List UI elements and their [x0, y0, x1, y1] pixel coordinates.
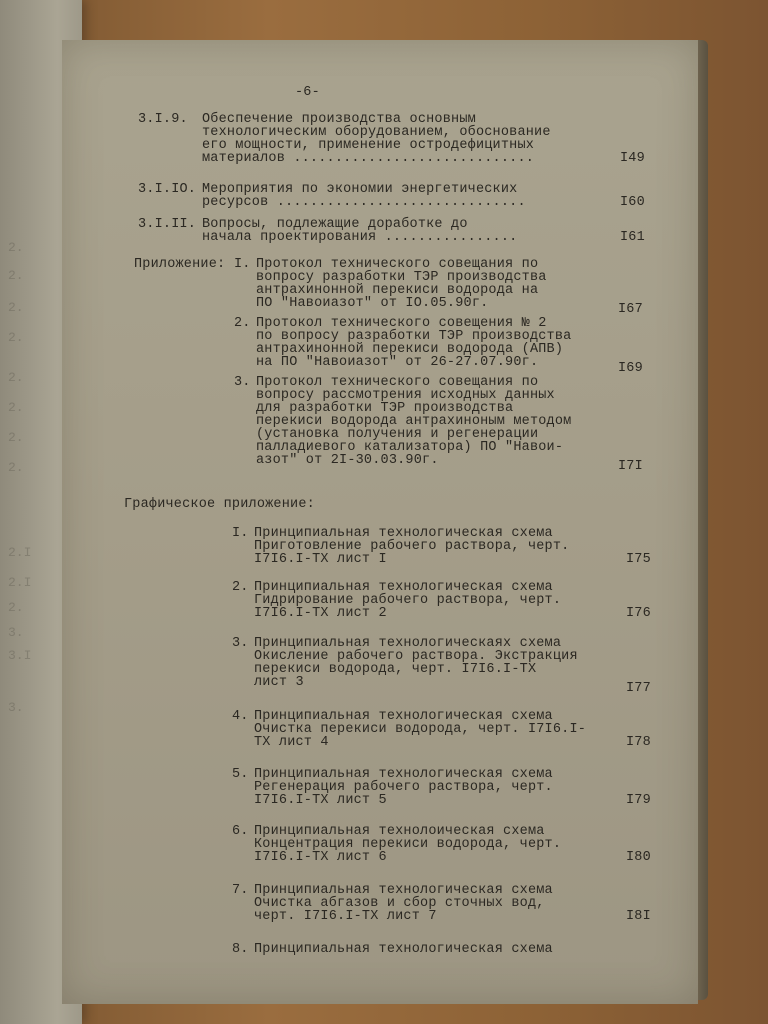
appendix-line: антрахинонной перекиси водорода на	[256, 283, 539, 298]
appendix-line: Протокол технического совещания по	[256, 375, 539, 390]
graphic-line: Принципиальная технологическая схема	[254, 942, 553, 957]
appendix-line: по вопросу разработки ТЭР производства	[256, 329, 572, 344]
graphic-page: I76	[626, 606, 651, 621]
ghost-text: 2.	[8, 330, 24, 345]
appendix-line: Протокол технического совещания по	[256, 257, 539, 272]
graphic-page: I8I	[626, 909, 651, 924]
section-page: I61	[620, 230, 645, 245]
ghost-text: 2.	[8, 460, 24, 475]
section-title-line: Мероприятия по экономии энергетических	[202, 182, 518, 197]
appendix-line: (установка получения и регенерации	[256, 427, 539, 442]
ghost-text: 2.	[8, 430, 24, 445]
appendix-line: вопросу рассмотрения исходных данных	[256, 388, 555, 403]
graphic-line: Регенерация рабочего раствора, черт.	[254, 780, 553, 795]
ghost-text: 3.	[8, 700, 24, 715]
document-page	[62, 40, 698, 1004]
graphic-line: Очистка перекиси водорода, черт. I7I6.I-	[254, 722, 587, 737]
graphic-number: 3.	[232, 636, 249, 651]
graphic-line: Принципиальная технологическая схема	[254, 580, 553, 595]
graphic-line: Концентрация перекиси водорода, черт.	[254, 837, 562, 852]
page-number: -6-	[295, 85, 320, 100]
graphic-line: Принципиальная технологическая схема	[254, 767, 553, 782]
graphic-page: I79	[626, 793, 651, 808]
section-title-line: ресурсов ..............................	[202, 195, 526, 210]
appendix-number: 2.	[234, 316, 251, 331]
appendix-line: на ПО "Навоиазот" от 26-27.07.90г.	[256, 355, 539, 370]
section-number: 3.I.II.	[138, 217, 197, 232]
graphic-line: Окисление рабочего раствора. Экстракция	[254, 649, 578, 664]
graphic-line: I7I6.I-ТХ лист I	[254, 552, 387, 567]
section-title-line: начала проектирования ................	[202, 230, 518, 245]
appendix-page: I7I	[618, 459, 643, 474]
graphic-line: Принципиальная технологическая схема	[254, 709, 553, 724]
ghost-text: 2.	[8, 300, 24, 315]
graphic-number: 4.	[232, 709, 249, 724]
section-page: I60	[620, 195, 645, 210]
ghost-text: 2.	[8, 370, 24, 385]
section-number: 3.I.IO.	[138, 182, 197, 197]
graphic-line: Гидрирование рабочего раствора, черт.	[254, 593, 562, 608]
graphic-line: перекиси водорода, черт. I7I6.I-ТХ	[254, 662, 537, 677]
ghost-text: 2.	[8, 600, 24, 615]
appendix-page: I67	[618, 302, 643, 317]
ghost-text: 2.	[8, 240, 24, 255]
graphic-page: I80	[626, 850, 651, 865]
section-title-line: Обеспечение производства основным	[202, 112, 476, 127]
ghost-text: 2.	[8, 400, 24, 415]
section-title-line: Вопросы, подлежащие доработке до	[202, 217, 468, 232]
graphic-line: Принципиальная технологическая схема	[254, 526, 553, 541]
graphic-line: I7I6.I-ТХ лист 2	[254, 606, 387, 621]
section-page: I49	[620, 151, 645, 166]
graphic-number: 8.	[232, 942, 249, 957]
graphic-number: 7.	[232, 883, 249, 898]
graphic-line: черт. I7I6.I-ТХ лист 7	[254, 909, 437, 924]
section-title-line: его мощности, применение остродефицитных	[202, 138, 535, 153]
graphic-number: 2.	[232, 580, 249, 595]
ghost-text: 2.	[8, 268, 24, 283]
graphic-line: лист 3	[254, 675, 304, 690]
graphic-page: I75	[626, 552, 651, 567]
appendix-line: ПО "Навоиазот" от IO.05.90г.	[256, 296, 489, 311]
ghost-text: 2.I	[8, 545, 32, 560]
graphic-line: I7I6.I-ТХ лист 6	[254, 850, 387, 865]
graphic-page: I77	[626, 681, 651, 696]
graphic-page: I78	[626, 735, 651, 750]
appendix-line: перекиси водорода антрахиноным методом	[256, 414, 572, 429]
ghost-text: 3.	[8, 625, 24, 640]
graphic-number: 6.	[232, 824, 249, 839]
appendix-number: I.	[234, 257, 251, 272]
appendix-line: для разработки ТЭР производства	[256, 401, 514, 416]
appendix-line: антрахинонной перекиси водорода (АПВ)	[256, 342, 564, 357]
ghost-text: 3.I	[8, 648, 32, 663]
appendix-line: палладиевого катализатора) ПО "Навои-	[256, 440, 564, 455]
appendix-label: Приложение:	[134, 257, 226, 272]
graphic-number: I.	[232, 526, 249, 541]
graphic-line: Принципиальная технологическаях схема	[254, 636, 562, 651]
graphic-appendix-label: Графическое приложение:	[124, 497, 315, 512]
appendix-number: 3.	[234, 375, 251, 390]
section-title-line: материалов .............................	[202, 151, 535, 166]
ghost-text: 2.I	[8, 575, 32, 590]
appendix-line: вопросу разработки ТЭР производства	[256, 270, 547, 285]
graphic-line: Принципиальная технолоическая схема	[254, 824, 545, 839]
appendix-line: Протокол технического совещения № 2	[256, 316, 547, 331]
appendix-line: азот" от 2I-30.03.90г.	[256, 453, 439, 468]
graphic-line: Приготовление рабочего раствора, черт.	[254, 539, 570, 554]
graphic-line: Принципиальная технологическая схема	[254, 883, 553, 898]
section-number: 3.I.9.	[138, 112, 188, 127]
section-title-line: технологическим оборудованием, обоснование	[202, 125, 551, 140]
graphic-line: ТХ лист 4	[254, 735, 329, 750]
appendix-page: I69	[618, 361, 643, 376]
graphic-line: I7I6.I-ТХ лист 5	[254, 793, 387, 808]
graphic-line: Очистка абгазов и сбор сточных вод,	[254, 896, 545, 911]
graphic-number: 5.	[232, 767, 249, 782]
